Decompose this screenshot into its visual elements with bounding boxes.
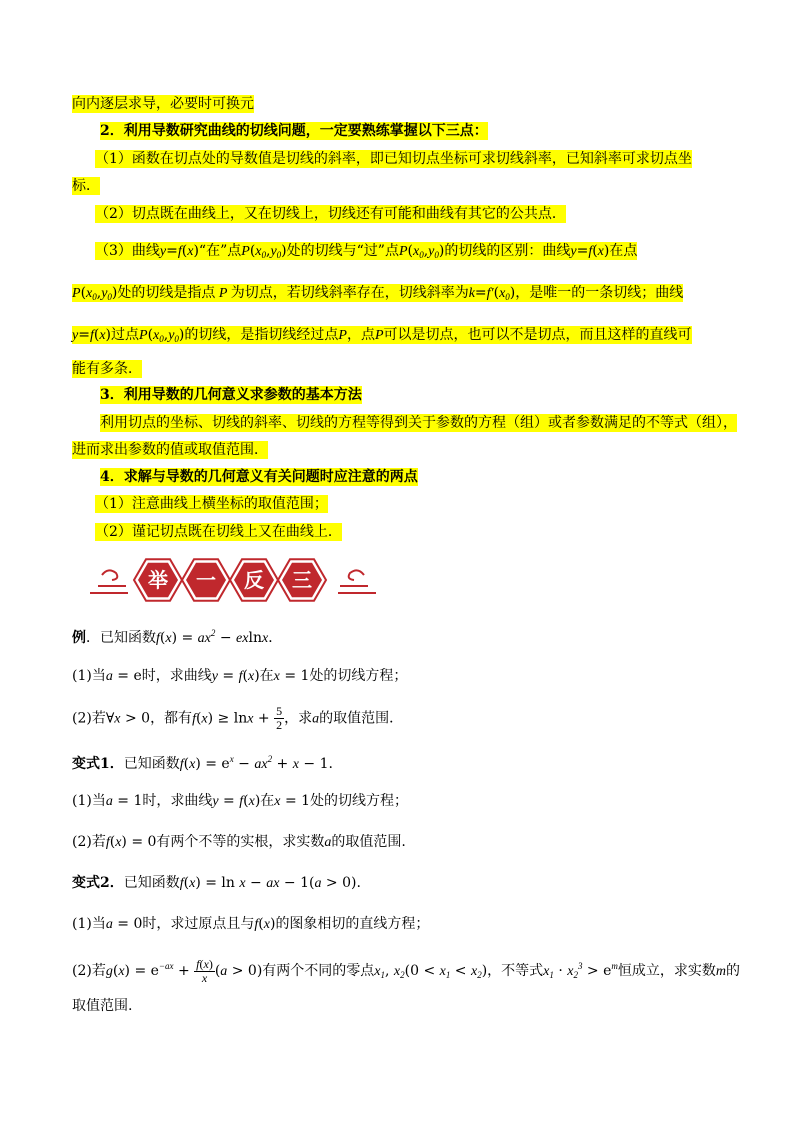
p2-item3-line2: $P(x_0,y_0)$处的切线是指点 P 为切点，若切线斜率存在，切线斜率为$k=f'(x_0)$，是唯一的一条切线；曲线 <box>72 285 684 302</box>
variant2-q2: (2)若$g(x) = e^{-ax}$ + $\frac{f(x)}{x}$ (a > 0)有两个不同的零点$x_1$, $x_2(0 < x_1 < x_2)$，不等式$x_1 \cdot x_2^3 > e^m$恒成立，求实数m的 <box>72 956 741 985</box>
p4-title: 4．求解与导数的几何意义有关问题时应注意的两点 <box>100 469 418 485</box>
p3-line-a: 利用切点的坐标、切线的斜率、切线的方程等得到关于参数的方程（组）或者参数满足的不等式（组）， <box>100 415 737 431</box>
banner-char: 举 <box>148 568 168 592</box>
example-line: 例．已知函数$f(x) = ax^2 - exlnx$． <box>72 628 283 646</box>
banner-char: 一 <box>196 568 216 592</box>
p1-tail: 向内逐层求导，必要时可换元 <box>72 96 254 112</box>
p3-line-b: 进而求出参数的值或取值范围． <box>72 442 268 458</box>
variant1-line: 变式1．已知函数$f(x) = e^x - ax^2 + x - 1$. <box>72 754 333 772</box>
p4-item1: （1）注意曲线上横坐标的取值范围； <box>95 496 328 512</box>
p2-item2: （2）切点既在曲线上，又在切线上，切线还有可能和曲线有其它的公共点． <box>95 206 566 222</box>
example-q2: (2)若∀x > 0，都有f(x) ≥ lnx + $\frac{5}{2}$ ，求a的取值范围． <box>72 704 404 732</box>
p2-item3-line4: 能有多条． <box>72 361 142 377</box>
p2-item1-b: 标． <box>72 178 100 194</box>
p2-title: 2．利用导数研究曲线的切线问题，一定要熟练掌握以下三点： <box>100 123 488 139</box>
p2-item3-line3: y=f(x)过点$P(x_0,y_0)$的切线，是指切线经过点P，点P可以是切点，也可以不是切点，而且这样的直线可 <box>72 327 692 344</box>
banner-right-swirl <box>338 570 376 593</box>
p2-item1-a: （1）函数在切点处的导数值是切线的斜率，即已知切点坐标可求切线斜率，已知斜率可求切点坐 <box>95 151 692 167</box>
p4-item2: （2）谨记切点既在切线上又在曲线上． <box>95 524 342 540</box>
banner-left-swirl <box>90 570 128 593</box>
variant2-q2-tail: 取值范围. <box>72 998 133 1014</box>
variant2-q1: (1)当a = 0时，求过原点且与f(x)的图象相切的直线方程； <box>72 916 430 932</box>
variant2-line: 变式2．已知函数f(x) = ln x − ax − 1(a > 0). <box>72 875 361 891</box>
example-q1: (1)当a = e时，求曲线y = f(x)在x = 1处的切线方程； <box>72 668 408 684</box>
p3-title: 3．利用导数的几何意义求参数的基本方法 <box>100 387 362 403</box>
variant1-q1: (1)当a = 1时，求曲线y = f(x)在x = 1处的切线方程； <box>72 793 409 809</box>
banner-ju-yi-fan-san <box>88 553 378 607</box>
banner-char: 三 <box>292 568 312 592</box>
p2-item3-line1: （3）曲线y=f(x)“在”点$P(x_0,y_0)$处的切线与“过”点$P(x_0,y_0)$的切线的区别：曲线y=f(x)在点 <box>95 243 638 260</box>
banner-char: 反 <box>244 568 264 592</box>
variant1-q2: (2)若f(x) = 0有两个不等的实根，求实数a的取值范围. <box>72 834 406 850</box>
